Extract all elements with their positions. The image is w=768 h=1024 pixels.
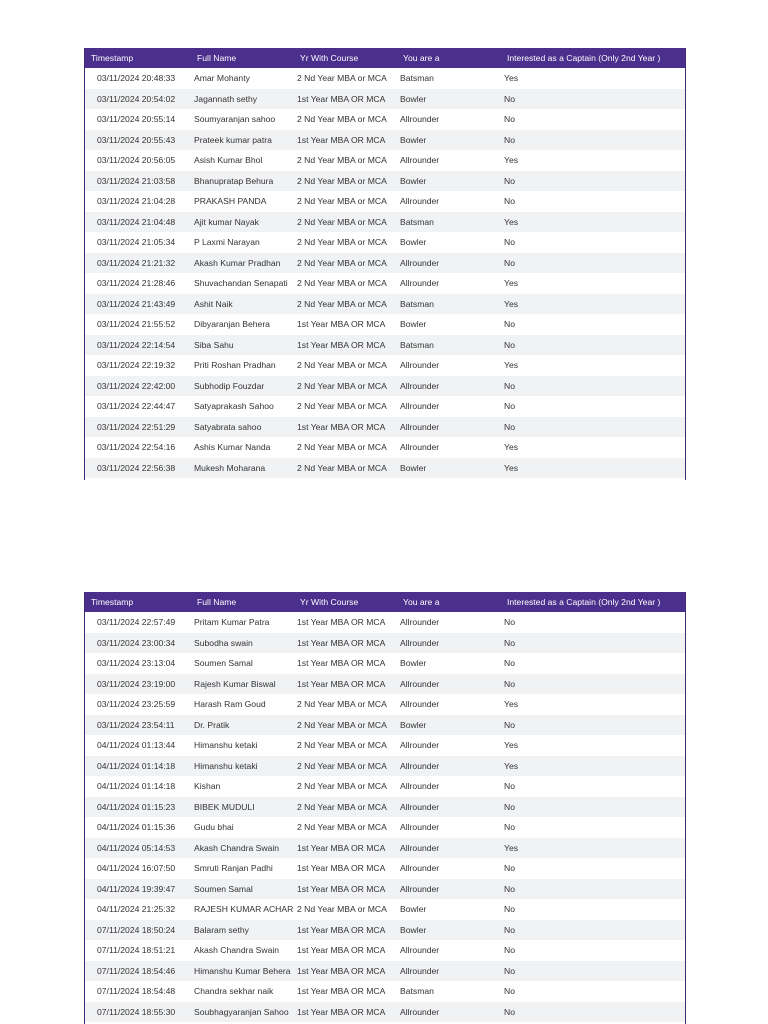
table-row <box>85 89 685 110</box>
captain-interest-cell: No <box>501 89 685 110</box>
year-course-cell: 2 Nd Year MBA or MCA <box>294 171 397 192</box>
role-cell: Allrounder <box>397 756 501 777</box>
year-course-cell: 2 Nd Year MBA or MCA <box>297 401 387 412</box>
captain-interest-cell: Yes <box>501 294 685 315</box>
role-cell: Allrounder <box>400 278 440 289</box>
timestamp-cell: 03/11/2024 21:43:49 <box>85 294 191 315</box>
year-course-cell: 1st Year MBA OR MCA <box>297 658 386 669</box>
captain-interest-cell: No <box>504 658 515 669</box>
year-course-cell: 2 Nd Year MBA or MCA <box>294 294 397 315</box>
timestamp-cell: 03/11/2024 22:42:00 <box>85 376 191 397</box>
timestamp-cell: 03/11/2024 21:28:46 <box>97 278 176 289</box>
full-name-cell: Amar Mohanty <box>194 73 250 84</box>
timestamp-cell: 03/11/2024 23:19:00 <box>85 674 191 695</box>
full-name-cell: Harash Ram Goud <box>194 699 266 710</box>
timestamp-cell: 03/11/2024 20:54:02 <box>85 89 191 110</box>
role-cell: Allrounder <box>400 196 440 207</box>
full-name-cell: Bhanupratap Behura <box>191 171 294 192</box>
full-name-cell: Ashis Kumar Nanda <box>194 442 271 453</box>
full-name-cell: Smruti Ranjan Padhi <box>194 863 273 874</box>
table-row <box>85 396 685 417</box>
full-name-cell: Balaram sethy <box>191 920 294 941</box>
role-cell: Allrounder <box>397 1002 501 1023</box>
captain-interest-cell: No <box>501 879 685 900</box>
timestamp-cell: 03/11/2024 21:03:58 <box>85 171 191 192</box>
full-name-cell: Asish Kumar Bhol <box>194 155 263 166</box>
table-row <box>85 920 685 941</box>
timestamp-cell: 03/11/2024 23:00:34 <box>85 633 191 654</box>
full-name-cell: Gudu bhai <box>194 822 234 833</box>
table-row <box>85 68 685 89</box>
full-name-cell: Akash Kumar Pradhan <box>191 253 294 274</box>
role-cell: Allrounder <box>397 797 501 818</box>
captain-interest-cell: No <box>501 253 685 274</box>
timestamp-cell: 03/11/2024 23:54:11 <box>85 715 191 736</box>
full-name-cell: Dibyaranjan Behera <box>194 319 270 330</box>
full-name-cell: Satyaprakash Sahoo <box>194 401 274 412</box>
column-header-role: You are a <box>397 592 501 612</box>
year-course-cell: 2 Nd Year MBA or MCA <box>297 822 387 833</box>
table-row <box>85 437 685 458</box>
role-cell: Bowler <box>397 458 501 479</box>
table-row <box>85 335 685 356</box>
captain-interest-cell: No <box>504 196 515 207</box>
timestamp-cell: 03/11/2024 20:48:33 <box>97 73 176 84</box>
timestamp-cell: 03/11/2024 22:54:16 <box>97 442 176 453</box>
year-course-cell: 2 Nd Year MBA or MCA <box>294 212 397 233</box>
role-cell: Bowler <box>400 658 427 669</box>
full-name-cell: Soubhagyaranjan Sahoo <box>191 1002 294 1023</box>
captain-interest-cell: Yes <box>504 360 519 371</box>
year-course-cell: 2 Nd Year MBA or MCA <box>294 253 397 274</box>
full-name-cell: Soumyaranjan sahoo <box>194 114 276 125</box>
year-course-cell: 1st Year MBA OR MCA <box>297 617 386 628</box>
column-header-year-course: Yr With Course <box>294 592 397 612</box>
role-cell: Bowler <box>397 89 501 110</box>
responses-table-page-1 <box>84 48 686 480</box>
timestamp-cell: 03/11/2024 23:25:59 <box>97 699 176 710</box>
column-header-year-course: Yr With Course <box>294 48 397 68</box>
role-cell: Allrounder <box>400 740 440 751</box>
full-name-cell: Dr. Pratik <box>191 715 294 736</box>
year-course-cell: 1st Year MBA OR MCA <box>294 89 397 110</box>
full-name-cell: Himanshu ketaki <box>191 756 294 777</box>
captain-interest-cell: Yes <box>504 278 519 289</box>
full-name-cell: Satyabrata sahoo <box>191 417 294 438</box>
year-course-cell: 2 Nd Year MBA or MCA <box>297 442 387 453</box>
captain-interest-cell: No <box>504 401 515 412</box>
year-course-cell: 2 Nd Year MBA or MCA <box>294 715 397 736</box>
timestamp-cell: 03/11/2024 22:57:49 <box>97 617 176 628</box>
table-row <box>85 191 685 212</box>
role-cell: Allrounder <box>400 442 440 453</box>
captain-interest-cell: No <box>504 319 515 330</box>
captain-interest-cell: Yes <box>504 73 519 84</box>
responses-table <box>85 48 685 478</box>
header-row <box>85 592 685 612</box>
role-cell: Bowler <box>400 904 427 915</box>
captain-interest-cell: No <box>501 335 685 356</box>
year-course-cell: 2 Nd Year MBA or MCA <box>297 360 387 371</box>
captain-interest-cell: No <box>501 961 685 982</box>
role-cell: Bowler <box>397 715 501 736</box>
full-name-cell: Mukesh Moharana <box>191 458 294 479</box>
timestamp-cell: 04/11/2024 01:14:18 <box>85 756 191 777</box>
timestamp-cell: 03/11/2024 20:55:43 <box>85 130 191 151</box>
role-cell: Allrounder <box>397 633 501 654</box>
timestamp-cell: 03/11/2024 21:04:48 <box>85 212 191 233</box>
timestamp-cell: 04/11/2024 01:15:23 <box>85 797 191 818</box>
full-name-cell: RAJESH KUMAR ACHAR <box>194 904 294 915</box>
column-header-full-name: Full Name <box>191 48 294 68</box>
full-name-cell: Soumen Samal <box>194 658 253 669</box>
full-name-cell: Kishan <box>194 781 221 792</box>
timestamp-cell: 07/11/2024 18:54:48 <box>97 986 176 997</box>
captain-interest-cell: Yes <box>501 838 685 859</box>
captain-interest-cell: No <box>501 417 685 438</box>
role-cell: Batsman <box>400 73 434 84</box>
captain-interest-cell: Yes <box>504 442 519 453</box>
table-row <box>85 417 685 438</box>
year-course-cell: 1st Year MBA OR MCA <box>297 945 386 956</box>
captain-interest-cell: No <box>501 171 685 192</box>
year-course-cell: 1st Year MBA OR MCA <box>294 417 397 438</box>
timestamp-cell: 04/11/2024 01:15:36 <box>97 822 176 833</box>
timestamp-cell: 04/11/2024 01:13:44 <box>97 740 176 751</box>
timestamp-cell: 07/11/2024 18:51:21 <box>97 945 176 956</box>
timestamp-cell: 07/11/2024 18:55:30 <box>85 1002 191 1023</box>
timestamp-cell: 07/11/2024 18:54:46 <box>85 961 191 982</box>
year-course-cell: 2 Nd Year MBA or MCA <box>297 904 387 915</box>
header-row <box>85 48 685 68</box>
role-cell: Allrounder <box>400 114 440 125</box>
timestamp-cell: 03/11/2024 20:56:05 <box>97 155 176 166</box>
role-cell: Allrounder <box>400 945 440 956</box>
captain-interest-cell: No <box>501 376 685 397</box>
table-row <box>85 858 685 879</box>
year-course-cell: 1st Year MBA OR MCA <box>294 838 397 859</box>
captain-interest-cell: No <box>504 863 515 874</box>
captain-interest-cell: No <box>501 130 685 151</box>
role-cell: Allrounder <box>397 674 501 695</box>
year-course-cell: 2 Nd Year MBA or MCA <box>297 73 387 84</box>
table-row <box>85 633 685 654</box>
captain-interest-cell: Yes <box>501 212 685 233</box>
timestamp-cell: 03/11/2024 22:14:54 <box>85 335 191 356</box>
captain-interest-cell: No <box>501 920 685 941</box>
captain-interest-cell: No <box>501 674 685 695</box>
full-name-cell: BIBEK MUDULI <box>191 797 294 818</box>
timestamp-cell: 07/11/2024 18:50:24 <box>85 920 191 941</box>
role-cell: Allrounder <box>400 401 440 412</box>
role-cell: Batsman <box>400 986 434 997</box>
full-name-cell: Prateek kumar patra <box>191 130 294 151</box>
full-name-cell: Ajit kumar Nayak <box>191 212 294 233</box>
table-row <box>85 653 685 674</box>
role-cell: Allrounder <box>400 699 440 710</box>
column-header-timestamp: Timestamp <box>85 48 191 68</box>
table-row <box>85 232 685 253</box>
column-header-timestamp: Timestamp <box>85 592 191 612</box>
timestamp-cell: 03/11/2024 22:51:29 <box>85 417 191 438</box>
table-row <box>85 961 685 982</box>
full-name-cell: Pritam Kumar Patra <box>194 617 270 628</box>
role-cell: Allrounder <box>400 617 440 628</box>
table-row <box>85 150 685 171</box>
role-cell: Allrounder <box>400 781 440 792</box>
timestamp-cell: 04/11/2024 05:14:53 <box>85 838 191 859</box>
year-course-cell: 2 Nd Year MBA or MCA <box>294 458 397 479</box>
captain-interest-cell: No <box>504 617 515 628</box>
year-course-cell: 1st Year MBA OR MCA <box>294 130 397 151</box>
table-row <box>85 109 685 130</box>
year-course-cell: 2 Nd Year MBA or MCA <box>297 699 387 710</box>
full-name-cell: Shuvachandan Senapati <box>194 278 288 289</box>
role-cell: Allrounder <box>397 376 501 397</box>
timestamp-cell: 04/11/2024 16:07:50 <box>97 863 176 874</box>
responses-table <box>85 592 685 1022</box>
role-cell: Bowler <box>400 319 427 330</box>
table-row <box>85 940 685 961</box>
captain-interest-cell: No <box>501 797 685 818</box>
captain-interest-cell: Yes <box>504 740 519 751</box>
full-name-cell: Himanshu Kumar Behera <box>191 961 294 982</box>
full-name-cell: Subhodip Fouzdar <box>191 376 294 397</box>
year-course-cell: 2 Nd Year MBA or MCA <box>297 196 387 207</box>
timestamp-cell: 03/11/2024 20:55:14 <box>97 114 176 125</box>
column-header-captain-interest: Interested as a Captain (Only 2nd Year ) <box>501 48 685 68</box>
role-cell: Allrounder <box>397 961 501 982</box>
timestamp-cell: 03/11/2024 21:55:52 <box>97 319 176 330</box>
full-name-cell: Siba Sahu <box>191 335 294 356</box>
table-row <box>85 294 685 315</box>
captain-interest-cell: No <box>501 633 685 654</box>
table-row <box>85 715 685 736</box>
timestamp-cell: 03/11/2024 22:19:32 <box>97 360 176 371</box>
full-name-cell: PRAKASH PANDA <box>194 196 267 207</box>
full-name-cell: Subodha swain <box>191 633 294 654</box>
full-name-cell: Chandra sekhar naik <box>194 986 274 997</box>
timestamp-cell: 03/11/2024 22:56:38 <box>85 458 191 479</box>
year-course-cell: 1st Year MBA OR MCA <box>294 879 397 900</box>
captain-interest-cell: Yes <box>501 756 685 777</box>
captain-interest-cell: No <box>501 715 685 736</box>
timestamp-cell: 04/11/2024 19:39:47 <box>85 879 191 900</box>
table-row <box>85 694 685 715</box>
table-row <box>85 1002 685 1023</box>
column-header-role: You are a <box>397 48 501 68</box>
year-course-cell: 2 Nd Year MBA or MCA <box>294 797 397 818</box>
timestamp-cell: 03/11/2024 22:44:47 <box>97 401 176 412</box>
full-name-cell: Soumen Samal <box>191 879 294 900</box>
role-cell: Bowler <box>397 920 501 941</box>
timestamp-cell: 04/11/2024 21:25:32 <box>97 904 176 915</box>
table-row <box>85 612 685 633</box>
role-cell: Bowler <box>400 237 427 248</box>
year-course-cell: 2 Nd Year MBA or MCA <box>294 756 397 777</box>
captain-interest-cell: No <box>504 822 515 833</box>
full-name-cell: P Laxmi Narayan <box>194 237 260 248</box>
captain-interest-cell: No <box>504 986 515 997</box>
full-name-cell: Akash Chandra Swain <box>194 945 280 956</box>
role-cell: Batsman <box>397 335 501 356</box>
table-row <box>85 355 685 376</box>
role-cell: Allrounder <box>397 417 501 438</box>
captain-interest-cell: No <box>504 904 515 915</box>
year-course-cell: 2 Nd Year MBA or MCA <box>297 740 387 751</box>
full-name-cell: Akash Chandra Swain <box>191 838 294 859</box>
table-row <box>85 130 685 151</box>
table-row <box>85 314 685 335</box>
timestamp-cell: 03/11/2024 23:13:04 <box>97 658 176 669</box>
year-course-cell: 2 Nd Year MBA or MCA <box>297 278 387 289</box>
role-cell: Bowler <box>397 171 501 192</box>
year-course-cell: 1st Year MBA OR MCA <box>294 633 397 654</box>
captain-interest-cell: No <box>504 237 515 248</box>
table-row <box>85 817 685 838</box>
role-cell: Allrounder <box>397 253 501 274</box>
role-cell: Allrounder <box>400 360 440 371</box>
year-course-cell: 2 Nd Year MBA or MCA <box>297 114 387 125</box>
timestamp-cell: 03/11/2024 21:05:34 <box>97 237 176 248</box>
column-header-full-name: Full Name <box>191 592 294 612</box>
year-course-cell: 1st Year MBA OR MCA <box>294 335 397 356</box>
table-row <box>85 212 685 233</box>
year-course-cell: 2 Nd Year MBA or MCA <box>297 781 387 792</box>
year-course-cell: 1st Year MBA OR MCA <box>297 863 386 874</box>
role-cell: Allrounder <box>400 822 440 833</box>
full-name-cell: Ashit Naik <box>191 294 294 315</box>
timestamp-cell: 04/11/2024 01:14:18 <box>97 781 176 792</box>
captain-interest-cell: Yes <box>504 155 519 166</box>
role-cell: Allrounder <box>397 838 501 859</box>
role-cell: Allrounder <box>397 879 501 900</box>
role-cell: Bowler <box>397 130 501 151</box>
captain-interest-cell: Yes <box>501 458 685 479</box>
table-row <box>85 838 685 859</box>
table-row <box>85 797 685 818</box>
table-row <box>85 981 685 1002</box>
year-course-cell: 1st Year MBA OR MCA <box>294 961 397 982</box>
captain-interest-cell: No <box>504 114 515 125</box>
full-name-cell: Rajesh Kumar Biswal <box>191 674 294 695</box>
table-row <box>85 171 685 192</box>
table-row <box>85 253 685 274</box>
captain-interest-cell: No <box>504 945 515 956</box>
full-name-cell: Priti Roshan Pradhan <box>194 360 276 371</box>
table-row <box>85 899 685 920</box>
year-course-cell: 1st Year MBA OR MCA <box>294 674 397 695</box>
year-course-cell: 2 Nd Year MBA or MCA <box>297 237 387 248</box>
table-row <box>85 674 685 695</box>
responses-table-page-2 <box>84 592 686 1024</box>
role-cell: Batsman <box>397 294 501 315</box>
timestamp-cell: 03/11/2024 21:21:32 <box>85 253 191 274</box>
table-row <box>85 756 685 777</box>
captain-interest-cell: Yes <box>504 699 519 710</box>
table-row <box>85 735 685 756</box>
column-header-captain-interest: Interested as a Captain (Only 2nd Year ) <box>501 592 685 612</box>
year-course-cell: 1st Year MBA OR MCA <box>297 319 386 330</box>
table-row <box>85 879 685 900</box>
full-name-cell: Himanshu ketaki <box>194 740 258 751</box>
table-row <box>85 458 685 479</box>
role-cell: Allrounder <box>400 155 440 166</box>
year-course-cell: 1st Year MBA OR MCA <box>297 986 386 997</box>
role-cell: Allrounder <box>400 863 440 874</box>
table-row <box>85 776 685 797</box>
captain-interest-cell: No <box>504 781 515 792</box>
timestamp-cell: 03/11/2024 21:04:28 <box>97 196 176 207</box>
captain-interest-cell: No <box>501 1002 685 1023</box>
table-row <box>85 273 685 294</box>
year-course-cell: 2 Nd Year MBA or MCA <box>294 376 397 397</box>
full-name-cell: Jagannath sethy <box>191 89 294 110</box>
role-cell: Batsman <box>397 212 501 233</box>
table-row <box>85 376 685 397</box>
year-course-cell: 2 Nd Year MBA or MCA <box>297 155 387 166</box>
year-course-cell: 1st Year MBA OR MCA <box>294 1002 397 1023</box>
year-course-cell: 1st Year MBA OR MCA <box>294 920 397 941</box>
